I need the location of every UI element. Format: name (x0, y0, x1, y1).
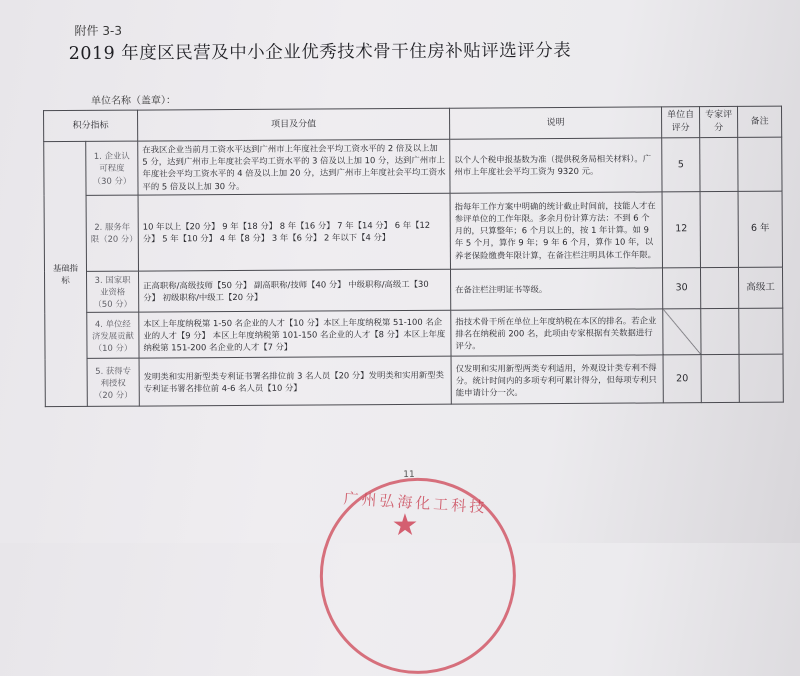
row-remark (738, 137, 782, 191)
row-remark: 6 年 (738, 191, 782, 267)
row-expert-score[interactable] (700, 191, 738, 267)
table-row (45, 309, 783, 360)
seal-star-icon: ★ (391, 507, 419, 544)
row-self-score[interactable]: 30 (663, 268, 701, 310)
table-row (44, 191, 782, 272)
document-title: 2019 年度区民营及中小企业优秀技术骨干住房补贴评选评分表 (68, 40, 572, 65)
row-indicator: 4. 单位经济发展贡献（10 分） (87, 313, 139, 359)
row-indicator: 3. 国家职业资格（50 分） (87, 271, 139, 313)
row-remark (739, 355, 783, 403)
row-expert-score[interactable] (701, 309, 739, 355)
row-self-score-struck (663, 309, 701, 355)
row-items: 10 年以上【20 分】 9 年【18 分】 8 年【16 分】 7 年【14 分】 6 年【12 分】 5 年【10 分】 4 年【8 分】 3 年【6 分】 2 年以下【4 分】 (138, 193, 450, 271)
row-expert-score[interactable] (701, 267, 739, 309)
row-remark: 高级工 (739, 267, 783, 309)
row-expert-score[interactable] (700, 138, 738, 192)
header-indicator: 积分指标 (44, 110, 138, 142)
header-self-score: 单位自评分 (662, 107, 700, 138)
row-description: 以个人个税申报基数为准（提供税务局相关材料）。广州市上年度社会平均工资为 9320 元。 (450, 138, 662, 193)
row-indicator: 5. 获得专利授权（20 分） (87, 359, 139, 407)
row-description: 指技术骨干所在单位上年度纳税在本区的排名。若企业排名在纳税前 200 名，此项由专家根据有关数据进行评分。 (451, 309, 663, 356)
row-self-score[interactable]: 12 (662, 192, 700, 268)
row-items: 本区上年度纳税第 1-50 名企业的人才【10 分】本区上年度纳税第 51-100 名企业的人才【9 分】 本区上年度纳税第 101-150 名企业的人才【8 分】本区上年度纳税第 151-200 名企业的人才【7 分】 (139, 311, 451, 359)
row-description: 仅发明和实用新型两类专利适用，外观设计类专利不得分。统计时间内的多项专利可累计得分，但每项专利只能申请计分一次。 (451, 355, 663, 404)
header-remark: 备注 (738, 106, 782, 137)
row-self-score[interactable]: 5 (662, 138, 700, 192)
row-indicator: 2. 服务年限（20 分） (86, 195, 138, 271)
header-description: 说明 (450, 107, 662, 139)
row-items: 正高职称/高级技师【50 分】 副高职称/技师【40 分】 中级职称/高级工【30 分】 初级职称/中级工【20 分】 (139, 269, 451, 312)
company-seal-text: 广州弘海化工科技 (342, 489, 488, 517)
table-row (44, 137, 782, 195)
row-self-score[interactable]: 20 (663, 355, 701, 403)
page-number: 11 (403, 469, 415, 480)
row-remark (739, 309, 783, 355)
category-cell: 基础指标 (44, 142, 88, 408)
scoring-table (43, 106, 784, 408)
attachment-label: 附件 3-3 (74, 23, 122, 38)
row-items: 在我区企业当前月工资水平达到广州市上年度社会平均工资水平的 2 倍及以上加 5 分，达到广州市上年度社会平均工资水平的 3 倍及以上加 10 分，达到广州市上年度社会平均工资水平的 4 倍及以上加 20 分，达到广州市上年度社会平均工资水平的 5 倍及以上加 30 分。 (138, 139, 450, 195)
row-items: 发明类和实用新型类专利证书署名排位前 3 名人员【20 分】发明类和实用新型类专利证书署名排位前 4-6 名人员【10 分】 (139, 357, 451, 407)
row-indicator: 1. 企业认可程度（30 分） (86, 141, 138, 195)
table-row (45, 267, 783, 313)
row-expert-score[interactable] (701, 355, 739, 403)
row-description: 指每年工作方案中明确的统计截止时间前，技能人才在参评单位的工作年限。多余月份计算方法：不到 6 个月的，只算整年；6 个月以上的，按 1 年计算。如 9 年 5 个月，算作 9 年；9 年 6 个月，算作 10 年，以养老保险缴费年限计算，在备注栏注明具体工作年限。 (450, 192, 662, 269)
table-header-row (44, 106, 782, 142)
header-items: 项目及分值 (138, 108, 450, 141)
table-row (45, 355, 783, 408)
header-expert-score: 专家评分 (700, 106, 738, 137)
unit-name-label: 单位名称（盖章）： (90, 95, 176, 107)
row-description: 在备注栏注明证书等级。 (451, 268, 663, 311)
